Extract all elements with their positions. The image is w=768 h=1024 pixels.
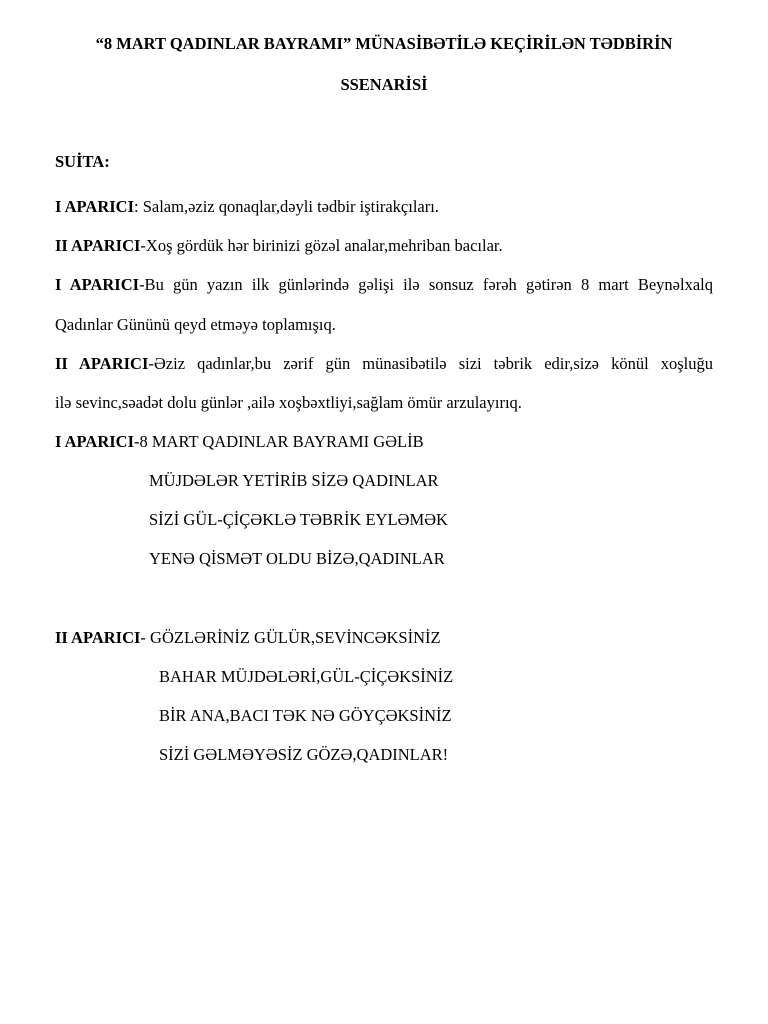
paragraph-text: -Xoş gördük hər birinizi gözəl analar,mehriban bacılar. <box>140 236 503 255</box>
poem-2-line3: BİR ANA,BACI TƏK NƏ GÖYÇƏKSİNİZ <box>159 706 452 725</box>
poem-2-line1 <box>55 628 713 648</box>
document-title-line1: “8 MART QADINLAR BAYRAMI” MÜNASİBƏTİLƏ KEÇİRİLƏN TƏDBİRİN <box>95 34 673 53</box>
paragraph-4-line1 <box>55 354 713 374</box>
paragraph-3-line1 <box>55 275 713 295</box>
poem-text: - GÖZLƏRİNİZ GÜLÜR,SEVİNCƏKSİNİZ <box>140 628 441 647</box>
suita-label: SUİTA: <box>55 152 110 171</box>
paragraph-text: -Bu gün yazın ilk günlərində gəlişi ilə sonsuz fərəh gətirən 8 mart Beynəlxalq <box>139 275 713 294</box>
speaker-label: II APARICI <box>55 236 141 255</box>
paragraph-3-line2: Qadınlar Gününü qeyd etməyə toplamışıq. <box>55 315 336 334</box>
speaker-label: I APARICI <box>55 197 134 216</box>
paragraph-4-line2: ilə sevinc,səadət dolu günlər ,ailə xoşbəxtliyi,sağlam ömür arzulayırıq. <box>55 393 522 412</box>
speaker-label: II APARICI <box>55 354 149 373</box>
poem-1-line1 <box>55 432 713 452</box>
document-title-line2: SSENARİSİ <box>340 75 428 94</box>
speaker-label: I APARICI <box>55 275 140 294</box>
paragraph-text: -Əziz qadınlar,bu zərif gün münasibətilə sizi təbrik edir,sizə könül xoşluğu <box>148 354 713 373</box>
paragraph-text: : Salam,əziz qonaqlar,dəyli tədbir iştirakçıları. <box>134 197 439 216</box>
poem-2-line4: SİZİ GƏLMƏYƏSİZ GÖZƏ,QADINLAR! <box>159 745 449 764</box>
poem-1-line2: MÜJDƏLƏR YETİRİB SİZƏ QADINLAR <box>149 471 439 490</box>
poem-2-line2: BAHAR MÜJDƏLƏRİ,GÜL-ÇİÇƏKSİNİZ <box>159 667 454 686</box>
paragraph-1 <box>55 197 713 217</box>
poem-1-line4: YENƏ QİSMƏT OLDU BİZƏ,QADINLAR <box>149 549 445 568</box>
poem-1-line3: SİZİ GÜL-ÇİÇƏKLƏ TƏBRİK EYLƏMƏK <box>149 510 448 529</box>
speaker-label: II APARICI <box>55 628 141 647</box>
poem-text: -8 MART QADINLAR BAYRAMI GƏLİB <box>134 432 424 451</box>
speaker-label: I APARICI <box>55 432 134 451</box>
paragraph-2 <box>55 236 713 256</box>
